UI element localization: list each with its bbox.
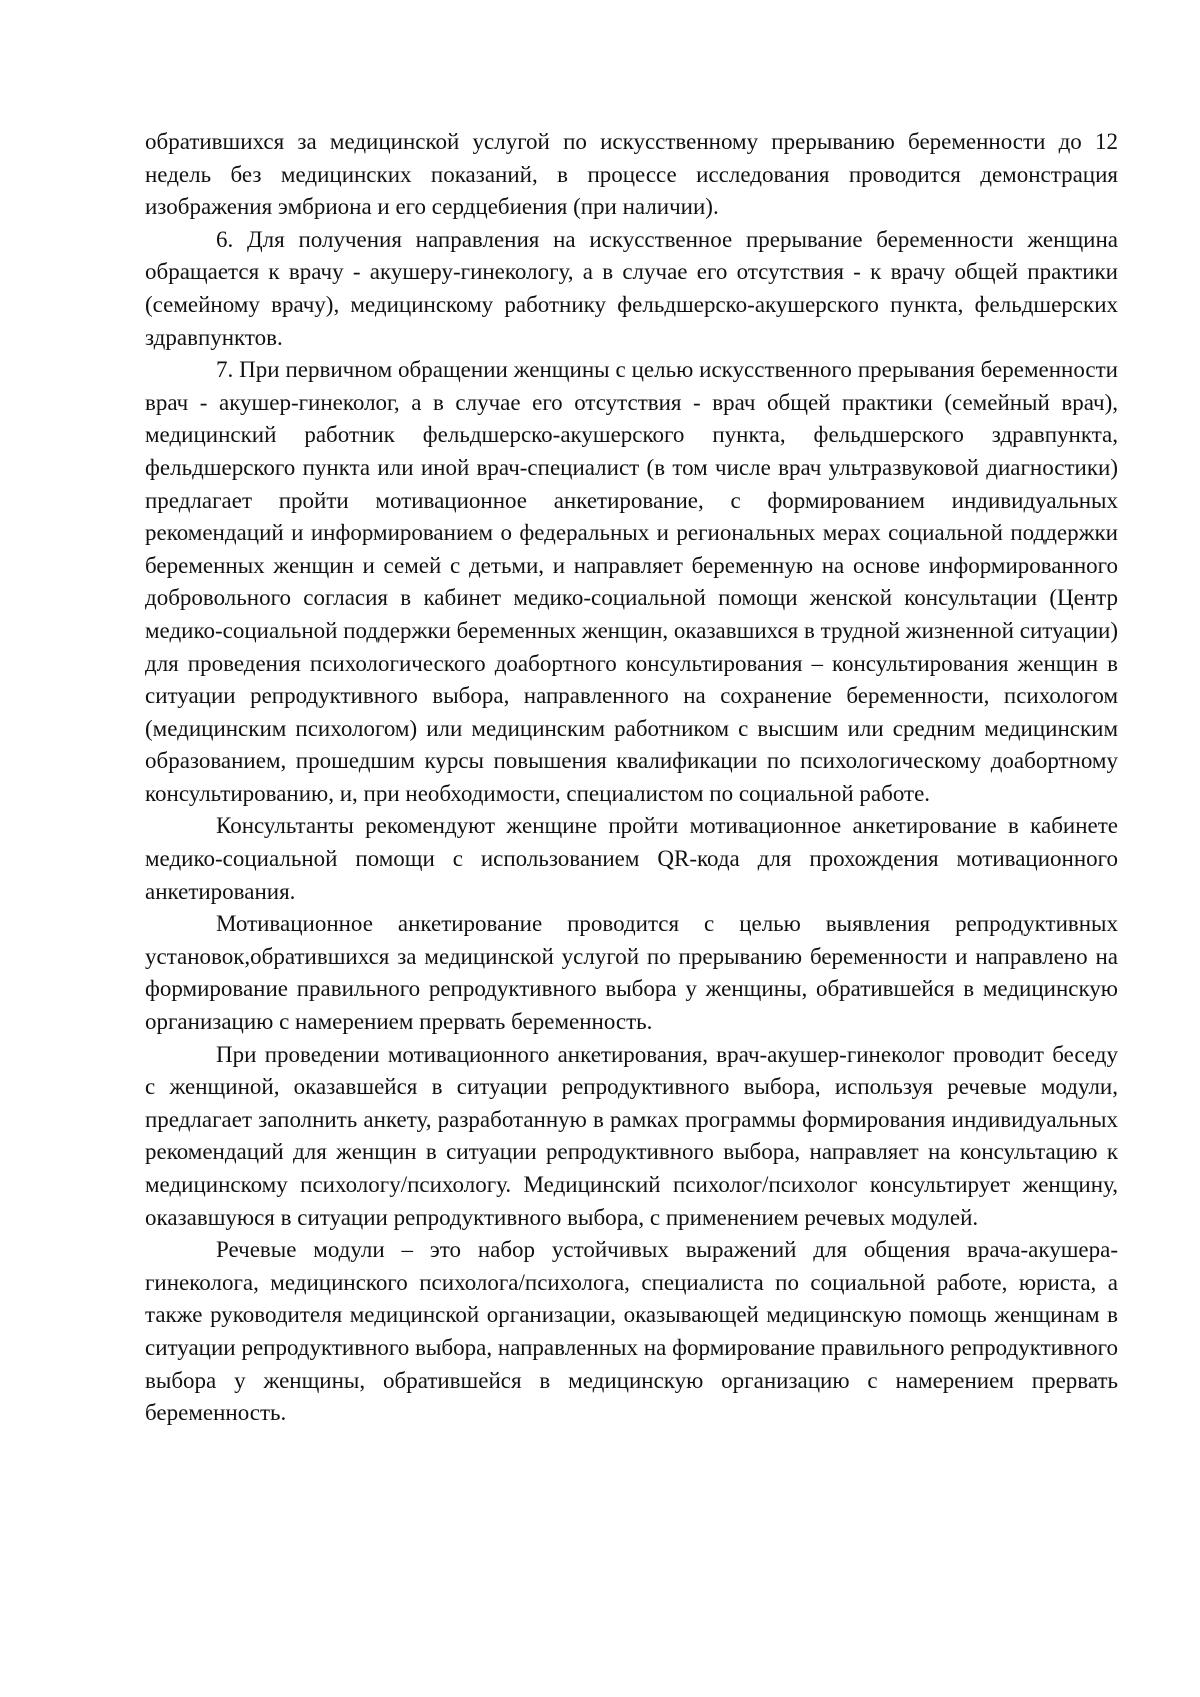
paragraph-continuation: обратившихся за медицинской услугой по искусственному прерыванию беременности до 12 недель без медицинских показаний, в процессе исследования проводится демонстрация изображения эмбриона и его сердцебиения (при наличии). — [145, 129, 1118, 220]
paragraph-consultants: Консультанты рекомендуют женщине пройти мотивационное анкетирование в кабинете медико-социальной помощи с использованием QR-кода для прохождения мотивационного анкетирования. — [145, 813, 1118, 904]
paragraph-survey-procedure: При проведении мотивационного анкетирования, врач-акушер-гинеколог проводит беседу с женщиной, оказавшейся в ситуации репродуктивного выбора, используя речевые модули, предлагает заполнить анкету, разработанную в рамках программы формирования индивидуальных рекомендаций для женщин в ситуации репродуктивного выбора, направляет на консультацию к медицинскому психологу/психологу. Медицинский психолог/психолог консультирует женщину, оказавшуюся в ситуации репродуктивного выбора, с применением речевых модулей. — [145, 1041, 1118, 1230]
paragraph-item-6: 6. Для получения направления на искусственное прерывание беременности женщина обращается к врачу - акушеру-гинекологу, а в случае его отсутствия - к врачу общей практики (семейному врачу), медицинскому работнику фельдшерско-акушерского пункта, фельдшерских здравпунктов. — [145, 226, 1118, 350]
document-body — [145, 126, 1118, 1430]
paragraph-item-7: 7. При первичном обращении женщины с целью искусственного прерывания беременности врач - акушер-гинеколог, а в случае его отсутствия - врач общей практики (семейный врач), медицинский работник фельдшерско-акушерского пункта, фельдшерского здравпункта, фельдшерского пункта или иной врач-специалист (в том числе врач ультразвуковой диагностики) предлагает пройти мотивационное анкетирование, с формированием индивидуальных рекомендаций и информированием о федеральных и региональных мерах социальной поддержки беременных женщин и семей с детьми, и направляет беременную на основе информированного добровольного согласия в кабинет медико-социальной помощи женской консультации (Центр медико-социальной поддержки беременных женщин, оказавшихся в трудной жизненной ситуации) для проведения психологического доабортного консультирования – консультирования женщин в ситуации репродуктивного выбора, направленного на сохранение беременности, психологом (медицинским психологом) или медицинским работником с высшим или средним медицинским образованием, прошедшим курсы повышения квалификации по психологическому доабортному консультированию, и, при необходимости, специалистом по социальной работе. — [145, 357, 1118, 806]
paragraph-speech-modules: Речевые модули – это набор устойчивых выражений для общения врача-акушера-гинеколога, медицинского психолога/психолога, специалиста по социальной работе, юриста, а также руководителя медицинской организации, оказывающей медицинскую помощь женщинам в ситуации репродуктивного выбора, направленных на формирование правильного репродуктивного выбора у женщины, обратившейся в медицинскую организацию с намерением прервать беременность. — [145, 1237, 1118, 1426]
paragraph-motivational-survey: Мотивационное анкетирование проводится с целью выявления репродуктивных установок,обратившихся за медицинской услугой по прерыванию беременности и направлено на формирование правильного репродуктивного выбора у женщины, обратившейся в медицинскую организацию с намерением прервать беременность. — [145, 911, 1118, 1035]
